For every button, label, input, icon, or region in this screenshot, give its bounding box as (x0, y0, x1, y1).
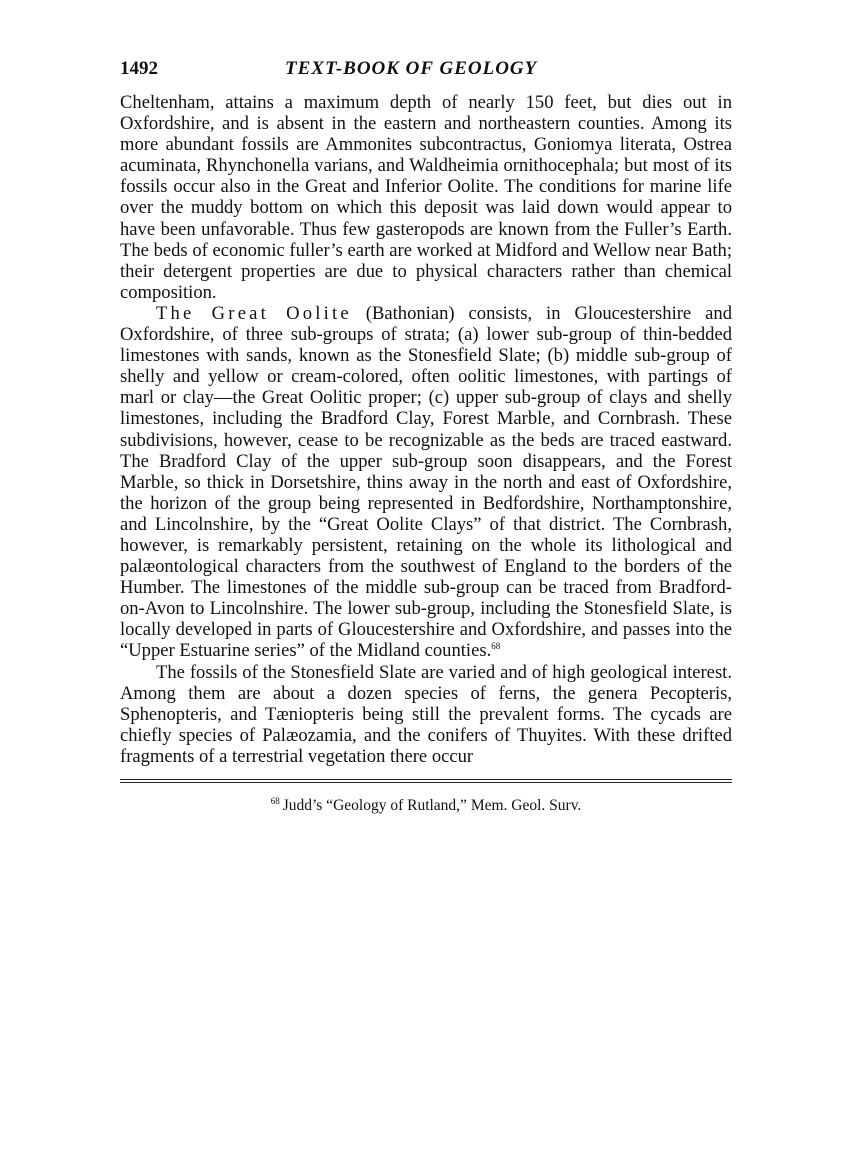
footnote-reference[interactable]: 68 (491, 641, 501, 652)
running-head (120, 58, 732, 92)
page-number: 1492 (120, 58, 158, 79)
page (120, 58, 732, 815)
footnote-divider (120, 779, 732, 783)
paragraph-3: The fossils of the Stonesfield Slate are varied and of high geological interest. Among them are about a dozen species of ferns, the genera Pecopteris, Sphenopteris, and Tæniopteris being still the prevalent forms. The cycads are chiefly species of Palæozamia, and the conifers of Thuyites. With these drifted fragments of a terrestrial vegetation there occur (120, 661, 732, 767)
footnote-text: Judd’s “Geology of Rutland,” Mem. Geol. Surv. (282, 797, 582, 814)
paragraph-1: Cheltenham, attains a maximum depth of nearly 150 feet, but dies out in Oxfordshire, and is absent in the eastern and northeastern counties. Among its more abundant fossils are Ammonites subcontractus, Goniomya literata, Ostrea acuminata, Rhynchonella varians, and Waldheimia ornithocephala; but most of its fossils occur also in the Great and Inferior Oolite. The conditions for marine life over the muddy bottom on which this deposit was laid down would appear to have been unfavorable. Thus few gasteropods are known from the Fuller’s Earth. The beds of economic fuller’s earth are worked at Midford and Wellow near Bath; their detergent properties are due to physical characters rather than chemical composition. (120, 92, 732, 303)
running-title: TEXT-BOOK OF GEOLOGY (285, 58, 538, 79)
footnote (120, 797, 732, 815)
footnote-mark: 68 (270, 795, 280, 806)
section-heading-great-oolite: The Great Oolite (156, 302, 352, 324)
body-text (120, 92, 732, 767)
paragraph-2-text: (Bathonian) consists, in Gloucestershire and Oxfordshire, of three sub-groups of strata; (a) lower sub-group of thin-bedded limestones with sands, known as the Stonesfield Slate; (b) middle sub-group of shelly and yellow or cream-colored, often oolitic limestones, with partings of marl or clay—the Great Oolitic proper; (c) upper sub-group of clays and shelly limestones, including the Bradford Clay, Forest Marble, and Cornbrash. These subdivisions, however, cease to be recognizable as the beds are traced eastward. The Bradford Clay of the upper sub-group soon disappears, and the Forest Marble, so thick in Dorsetshire, thins away in the north and east of Oxfordshire, the horizon of the group being represented in Bedfordshire, Northamptonshire, and Lincolnshire, by the “Great Oolite Clays” of that district. The Cornbrash, however, is remarkably persistent, retaining on the whole its lithological and palæontological characters from the southwest of England to the borders of the Humber. The limestones of the middle sub-group can be traced from Bradford-on-Avon to Lincolnshire. The lower sub-group, including the Stonesfield Slate, is locally developed in parts of Gloucestershire and Oxfordshire, and passes into the “Upper Estuarine series” of the Midland counties. (120, 302, 732, 662)
paragraph-2 (120, 303, 732, 662)
